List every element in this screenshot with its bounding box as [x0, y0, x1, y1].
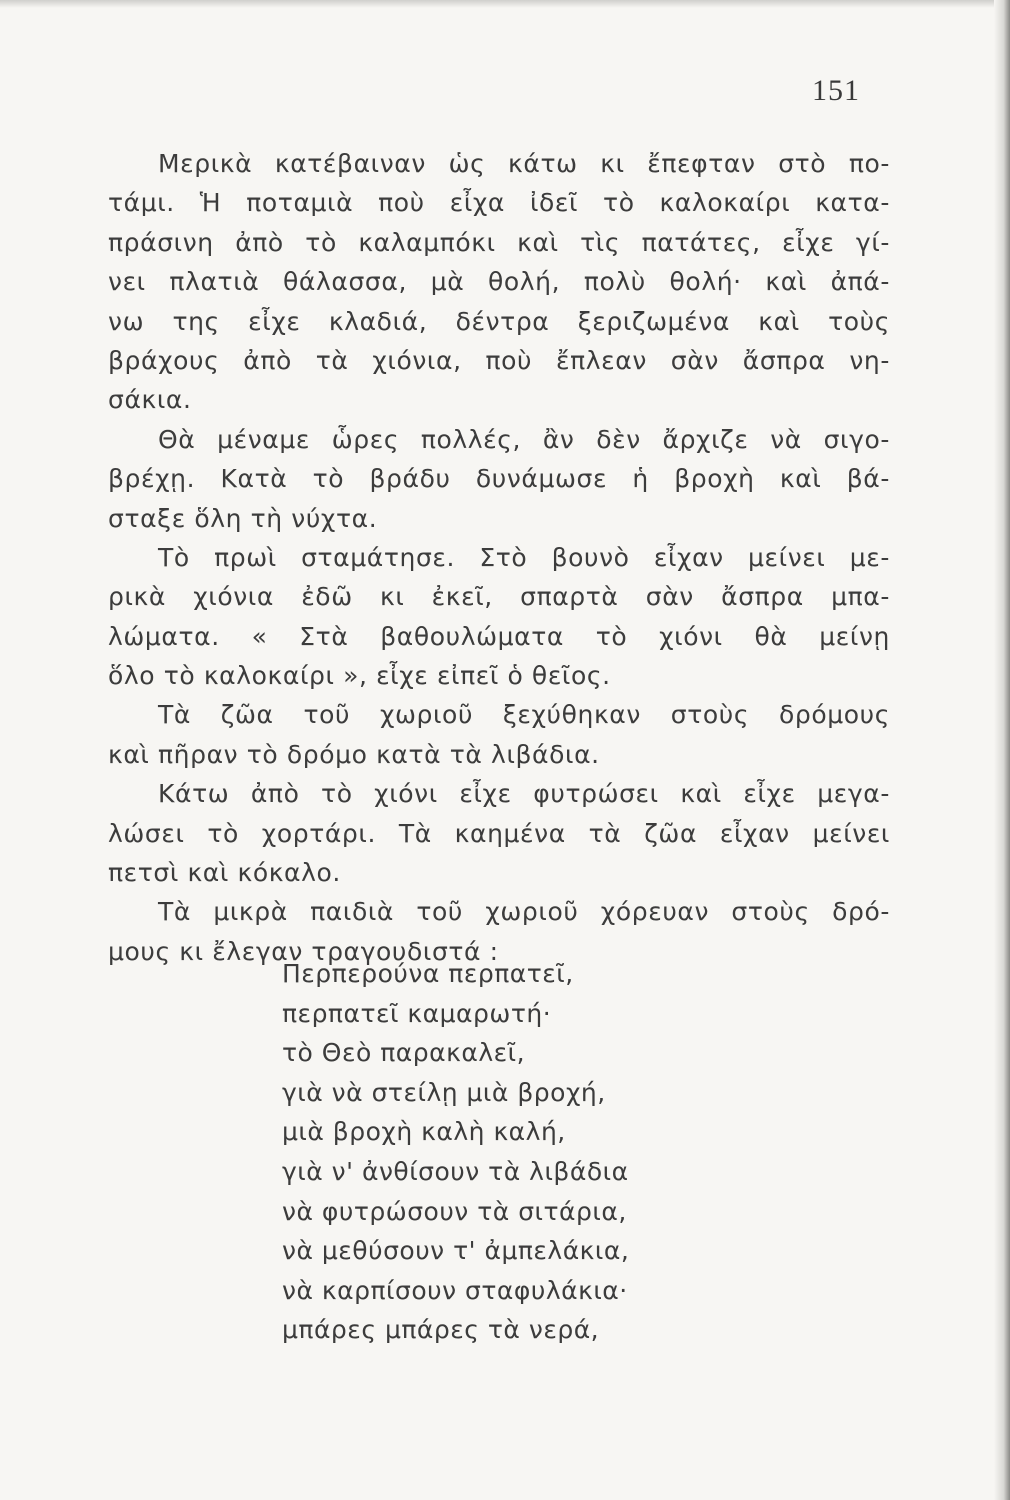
poem-verse: γιὰ νὰ στείλῃ μιὰ βροχή, — [282, 1077, 606, 1107]
poem-verse: περπατεῖ καμαρωτή· — [282, 998, 552, 1028]
text-line: πετσὶ καὶ κόκαλο. — [108, 858, 341, 888]
poem-verse: μιὰ βροχὴ καλὴ καλή, — [282, 1117, 566, 1147]
text-line: νω της εἶχε κλαδιά, δέντρα ξεριζωμένα καὶ τοὺς — [108, 306, 890, 336]
text-line: τάμι. Ἡ ποταμιὰ ποὺ εἶχα ἰδεῖ τὸ καλοκαίρι κατα- — [108, 188, 890, 218]
text-line: λώματα. « Στὰ βαθουλώματα τὸ χιόνι θὰ μείνῃ — [108, 621, 890, 651]
page-number: 151 — [812, 74, 860, 107]
text-line: Τὸ πρωὶ σταμάτησε. Στὸ βουνὸ εἶχαν μείνει με- — [158, 542, 890, 572]
page-right-edge-shadow — [994, 0, 1010, 1500]
text-line: νει πλατιὰ θάλασσα, μὰ θολή, πολὺ θολή· καὶ ἀπά- — [108, 267, 890, 297]
text-line: μους κι ἔλεγαν τραγουδιστά : — [108, 936, 499, 966]
poem-verse: νὰ καρπίσουν σταφυλάκια· — [282, 1275, 628, 1305]
text-line: πράσινη ἀπὸ τὸ καλαμπόκι καὶ τὶς πατάτες, εἶχε γί- — [108, 227, 890, 257]
text-line: βράχους ἀπὸ τὰ χιόνια, ποὺ ἔπλεαν σὰν ἄσπρα νη- — [108, 345, 890, 375]
poem-verse: Περπερούνα περπατεῖ, — [282, 959, 574, 988]
text-line: σάκια. — [108, 385, 192, 415]
poem-verse: μπάρες μπάρες τὰ νερά, — [282, 1315, 600, 1345]
paragraph — [108, 420, 890, 538]
text-line: σταξε ὅλη τὴ νύχτα. — [108, 503, 378, 533]
text-line: Μερικὰ κατέβαιναν ὡς κάτω κι ἔπεφταν στὸ πο- — [158, 149, 890, 178]
text-line: Τὰ μικρὰ παιδιὰ τοῦ χωριοῦ χόρευαν στοὺς δρό- — [158, 897, 890, 927]
text-line: Θὰ μέναμε ὧρες πολλές, ἂν δὲν ἄρχιζε νὰ σιγο- — [158, 424, 890, 454]
poem — [282, 954, 842, 1350]
paragraph — [108, 538, 890, 696]
poem-verse: νὰ μεθύσουν τ' ἀμπελάκια, — [282, 1236, 630, 1266]
text-line: ρικὰ χιόνια ἐδῶ κι ἐκεῖ, σπαρτὰ σὰν ἄσπρα μπα- — [108, 582, 890, 612]
text-line: βρέχῃ. Κατὰ τὸ βράδυ δυνάμωσε ἡ βροχὴ καὶ βά- — [108, 464, 890, 494]
prose-body — [108, 144, 890, 971]
paragraph — [108, 144, 890, 420]
poem-verse: νὰ φυτρώσουν τὰ σιτάρια, — [282, 1196, 627, 1226]
poem-verse: γιὰ ν' ἀνθίσουν τὰ λιβάδια — [282, 1156, 629, 1186]
text-line: λώσει τὸ χορτάρι. Τὰ καημένα τὰ ζῶα εἶχαν μείνει — [108, 818, 890, 848]
text-line: Τὰ ζῶα τοῦ χωριοῦ ξεχύθηκαν στοὺς δρόμους — [158, 700, 890, 730]
text-line: Κάτω ἀπὸ τὸ χιόνι εἶχε φυτρώσει καὶ εἶχε μεγα- — [158, 779, 890, 809]
paragraph — [108, 695, 890, 774]
page-top-edge-shadow — [0, 0, 1010, 8]
text-line: ὅλο τὸ καλοκαίρι », εἶχε εἰπεῖ ὁ θεῖος. — [108, 661, 611, 691]
text-line: καὶ πῆραν τὸ δρόμο κατὰ τὰ λιβάδια. — [108, 739, 600, 769]
poem-verse: τὸ Θεὸ παρακαλεῖ, — [282, 1038, 526, 1068]
paragraph — [108, 774, 890, 892]
